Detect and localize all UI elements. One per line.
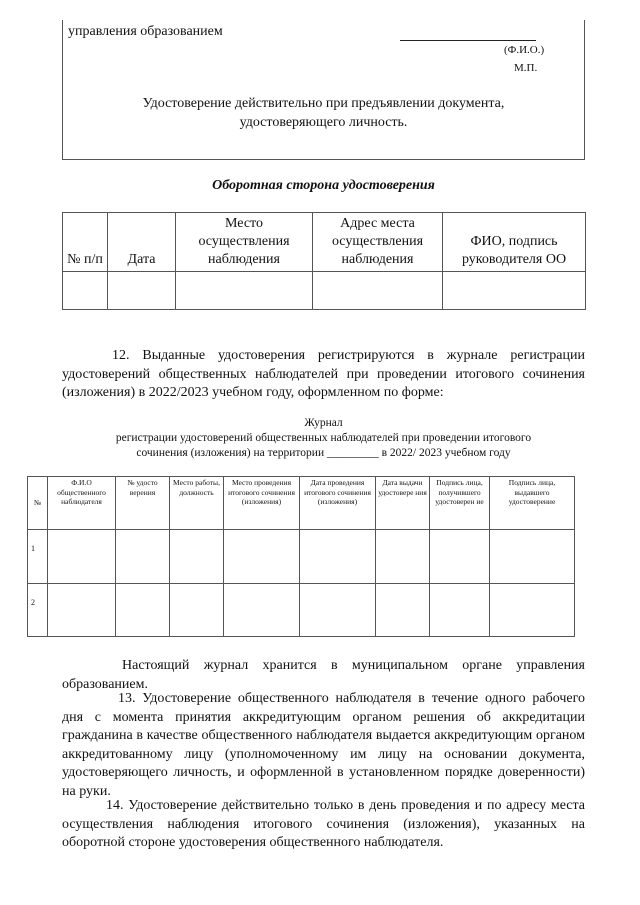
header-cell-number: №: [28, 477, 48, 530]
certificate-org-line: управления образованием: [68, 24, 223, 39]
table-cell: [376, 530, 430, 584]
table-cell: [376, 583, 430, 637]
table-cell: [224, 530, 300, 584]
journal-subtitle-line-1: регистрации удостоверений общественных наблюдателей при проведении итогового: [115, 432, 532, 444]
journal-title-line: Журнал: [304, 417, 343, 429]
header-cell-number: № п/п: [63, 213, 108, 272]
certificate-note-line-1: Удостоверение действительно при предъявлении документа,: [142, 96, 505, 111]
header-cell-observer-name: Ф.И.О общественного наблюдателя: [48, 477, 116, 530]
table-cell: [116, 530, 170, 584]
table-cell: [430, 530, 490, 584]
table-cell: [300, 583, 376, 637]
certificate-box: [62, 20, 585, 160]
table-cell: [63, 272, 108, 310]
paragraph-13: 13. Удостоверение общественного наблюдателя в течение одного рабочего дня с момента принятия аккредитующим органом решения об аккредитации гражданина в качестве общественного наблюдателя выдается аккредитующим органом аккредитованному лицу (уполномоченному им лицу на основании документа, удостоверяющего личность, и оформленной в установленном порядке доверенности) на руки.: [62, 691, 585, 799]
table-row: [28, 583, 575, 637]
header-cell-certificate-number: № удосто верения: [116, 477, 170, 530]
table-header-row: [28, 477, 575, 530]
table-cell: [116, 583, 170, 637]
journal-storage-note: Настоящий журнал хранится в муниципальном органе управления образованием.: [62, 658, 585, 692]
header-cell-essay-place: Место проведения итогового сочинения (изложения): [224, 477, 300, 530]
header-cell-address: Адрес места осуществления наблюдения: [313, 213, 443, 272]
table-cell: [170, 583, 224, 637]
table-cell: [48, 530, 116, 584]
table-cell: [176, 272, 313, 310]
table-cell: [313, 272, 443, 310]
table-cell: [48, 583, 116, 637]
table-row: [63, 272, 586, 310]
table-cell: [108, 272, 176, 310]
header-cell-receiver-signature: Подпись лица, получившего удостоверен ие: [430, 477, 490, 530]
table-row: [28, 530, 575, 584]
table-cell: [224, 583, 300, 637]
table-header-row: [63, 213, 586, 272]
table-cell: [490, 583, 575, 637]
row-number: 1: [28, 530, 48, 584]
header-cell-place: Место осуществления наблюдения: [176, 213, 313, 272]
table-cell: [300, 530, 376, 584]
table-cell: [170, 530, 224, 584]
header-cell-issuer-signature: Подпись лица, выдавшего удостоверение: [490, 477, 575, 530]
certificate-fio-label: (Ф.И.О.): [504, 44, 545, 56]
certificate-note-line-2: удостоверяющего личность.: [239, 115, 408, 130]
header-cell-head-signature: ФИО, подпись руководителя ОО: [443, 213, 586, 272]
journal-subtitle-line-2: сочинения (изложения) на территории _________ в 2022/ 2023 учебном году: [136, 447, 511, 459]
row-number: 2: [28, 583, 48, 637]
signature-line: [400, 40, 536, 41]
table-cell: [490, 530, 575, 584]
observation-table: [62, 212, 586, 310]
journal-table: [27, 476, 575, 637]
table-cell: [443, 272, 586, 310]
certificate-mp-label: М.П.: [514, 62, 538, 74]
journal-title: [62, 416, 585, 461]
header-cell-essay-date: Дата проведения итогового сочинения (изложения): [300, 477, 376, 530]
header-cell-issue-date: Дата выдачи удостовере ния: [376, 477, 430, 530]
header-cell-workplace: Место работы, должность: [170, 477, 224, 530]
back-side-title: Оборотная сторона удостоверения: [212, 178, 435, 193]
paragraph-12: 12. Выданные удостоверения регистрируются в журнале регистрации удостоверений общественных наблюдателей при проведении итогового сочинения (изложения) в 2022/2023 учебном году, оформленном по форме:: [62, 348, 585, 400]
certificate-note: [62, 94, 585, 132]
header-cell-date: Дата: [108, 213, 176, 272]
paragraph-14: 14. Удостоверение действительно только в день проведения и по адресу места осуществления наблюдения итогового сочинения (изложения), указанных на оборотной стороне удостоверения общественного наблюдателя.: [62, 798, 585, 850]
table-cell: [430, 583, 490, 637]
